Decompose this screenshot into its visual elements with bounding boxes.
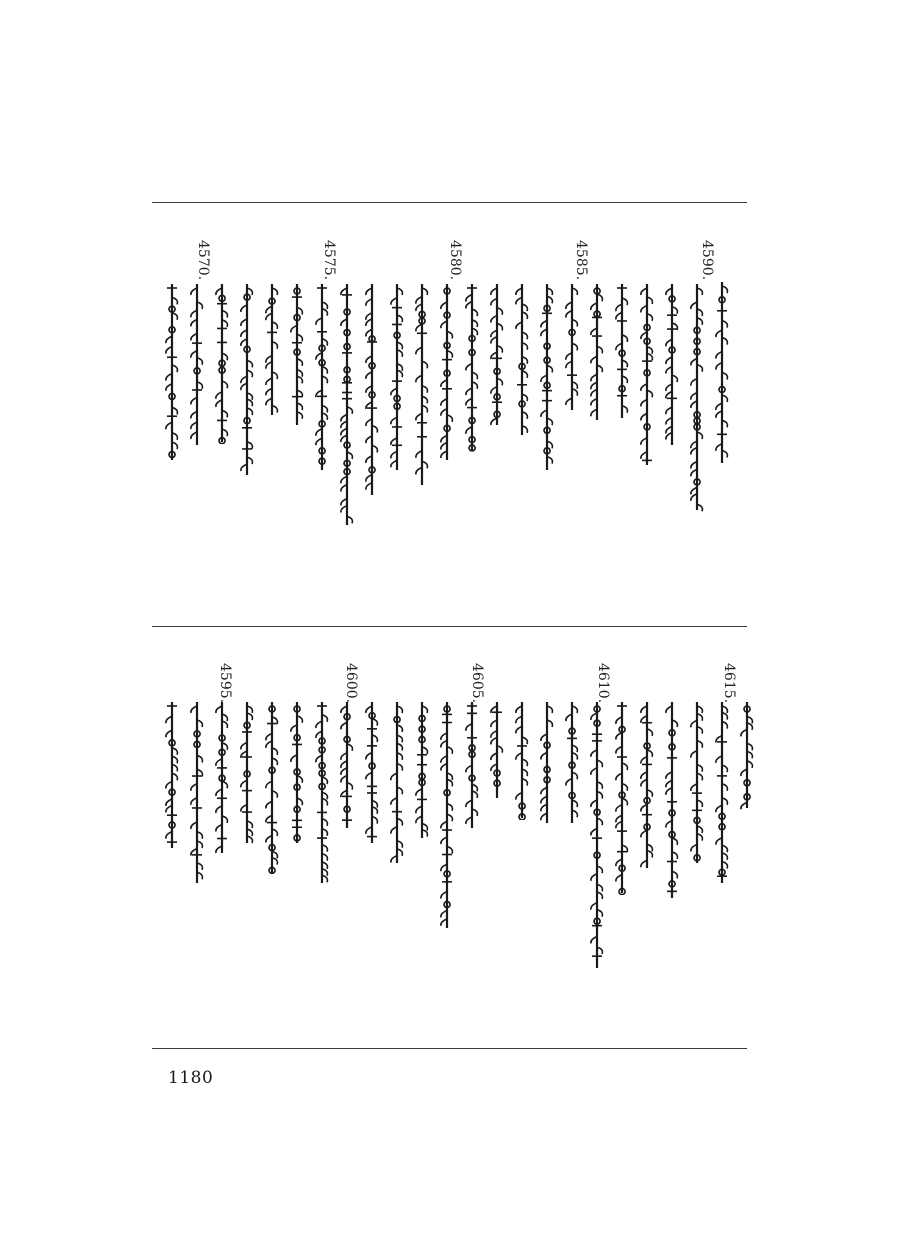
script-line [189,700,205,885]
script-line [414,700,430,840]
script-line [589,282,605,422]
script-line [739,700,755,810]
page-number: 1180 [168,1068,214,1088]
script-line [664,700,680,900]
script-line [439,282,455,462]
script-line [314,282,330,472]
script-line [539,700,555,825]
top-rule [152,202,747,203]
script-line [489,700,505,800]
script-line [264,700,280,875]
middle-rule [152,626,747,627]
script-line [164,282,180,462]
script-line [364,700,380,845]
script-line [464,700,480,830]
script-line [264,282,280,417]
script-line [489,282,505,427]
script-line [464,282,480,452]
script-line [339,282,355,527]
script-line [239,700,255,845]
script-line [564,700,580,825]
script-line [639,282,655,467]
script-line [589,700,605,970]
bottom-rule [152,1048,747,1049]
script-line [414,282,430,487]
script-line [389,282,405,472]
script-line [289,700,305,845]
script-line [689,700,705,865]
script-line [339,700,355,830]
script-line [439,700,455,930]
script-line [714,280,730,465]
script-line [564,282,580,412]
script-line [539,282,555,472]
script-line [514,700,530,820]
script-line [689,282,705,512]
script-line [639,700,655,870]
script-line [189,282,205,447]
script-line [239,282,255,477]
script-line [714,700,730,885]
script-line [164,700,180,850]
script-line [614,700,630,895]
script-line [664,282,680,447]
script-line [514,282,530,437]
script-line [389,700,405,865]
script-line [314,700,330,885]
script-line [214,700,230,855]
script-line [214,282,230,444]
script-line [364,282,380,497]
script-line [289,282,305,427]
script-line [614,282,630,420]
